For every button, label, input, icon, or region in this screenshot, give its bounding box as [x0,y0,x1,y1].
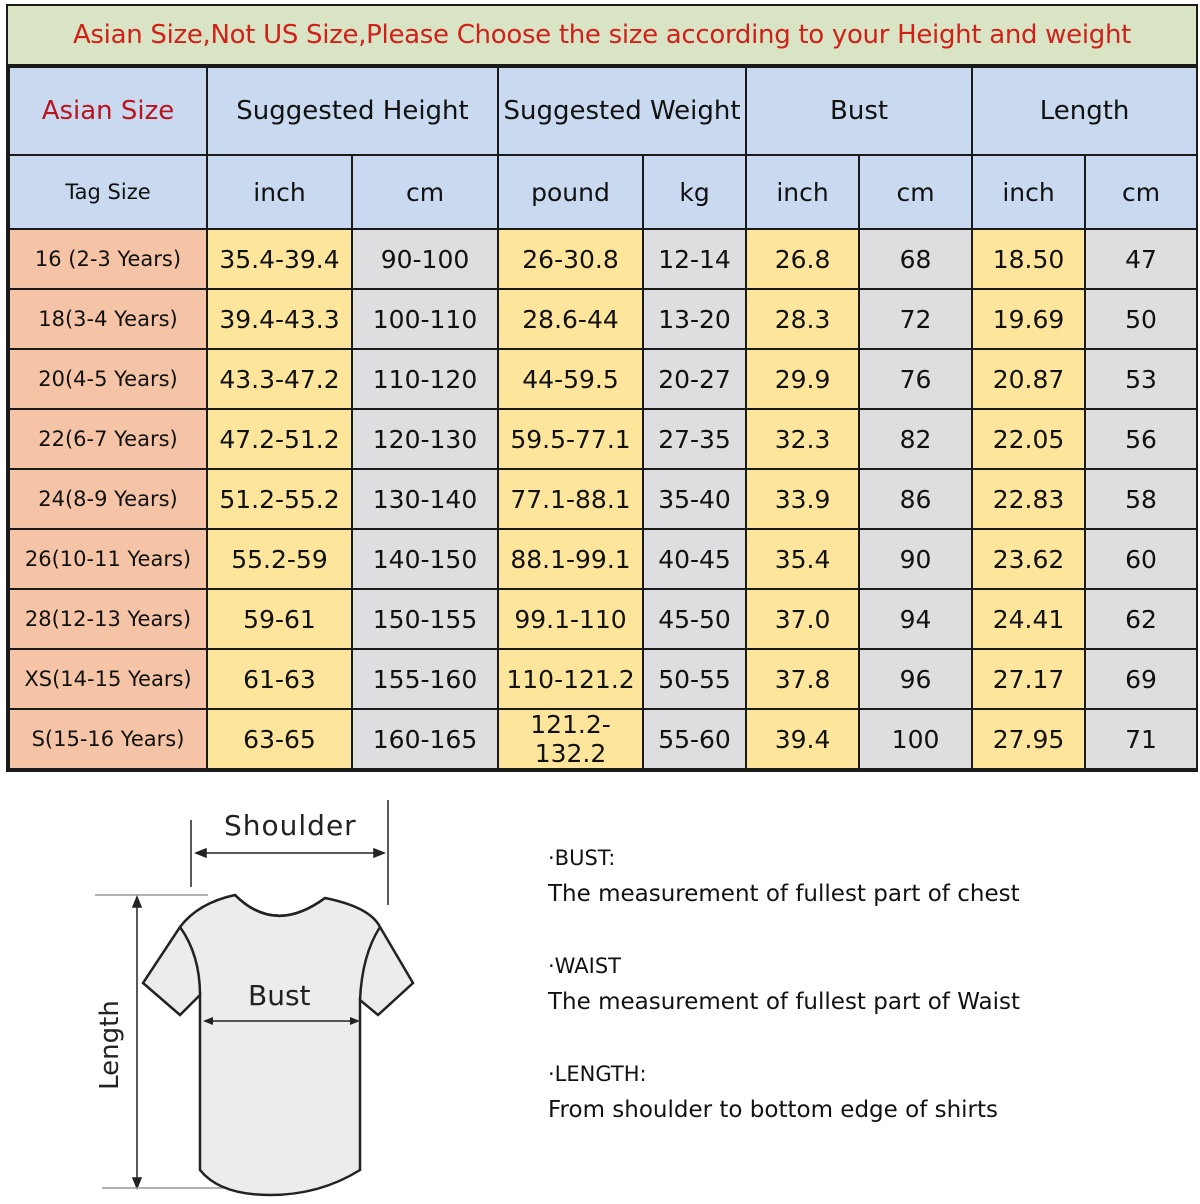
cell-weight-pound: 28.6-44 [498,289,643,349]
cell-height-inch: 61-63 [207,649,352,709]
cell-tag-size: S(15-16 Years) [9,709,207,769]
table-row [9,229,1197,289]
cell-weight-pound: 110-121.2 [498,649,643,709]
cell-weight-kg: 50-55 [643,649,746,709]
cell-length-cm: 69 [1085,649,1197,709]
table-row [9,589,1197,649]
cell-bust-inch: 29.9 [746,349,859,409]
cell-height-inch: 39.4-43.3 [207,289,352,349]
cell-length-inch: 24.41 [972,589,1085,649]
cell-height-cm: 160-165 [352,709,498,769]
cell-length-inch: 27.95 [972,709,1085,769]
cell-bust-inch: 26.8 [746,229,859,289]
header-suggested-height: Suggested Height [207,67,498,155]
table-row [9,469,1197,529]
cell-weight-kg: 55-60 [643,709,746,769]
subheader-length-inch: inch [972,155,1085,229]
cell-weight-kg: 12-14 [643,229,746,289]
cell-height-cm: 155-160 [352,649,498,709]
bust-label: Bust [248,979,311,1012]
note-bust-text: The measurement of fullest part of chest [548,881,1020,907]
cell-tag-size: 16 (2-3 Years) [9,229,207,289]
cell-bust-inch: 37.0 [746,589,859,649]
subheader-weight-kg: kg [643,155,746,229]
cell-weight-kg: 40-45 [643,529,746,589]
cell-weight-pound: 26-30.8 [498,229,643,289]
cell-height-cm: 130-140 [352,469,498,529]
cell-tag-size: 18(3-4 Years) [9,289,207,349]
cell-tag-size: 28(12-13 Years) [9,589,207,649]
cell-bust-cm: 68 [859,229,972,289]
table-row [9,649,1197,709]
table-row [9,409,1197,469]
cell-length-cm: 62 [1085,589,1197,649]
cell-height-cm: 140-150 [352,529,498,589]
subheader-weight-pound: pound [498,155,643,229]
cell-height-inch: 43.3-47.2 [207,349,352,409]
cell-bust-inch: 35.4 [746,529,859,589]
cell-tag-size: 22(6-7 Years) [9,409,207,469]
cell-height-inch: 63-65 [207,709,352,769]
cell-weight-kg: 13-20 [643,289,746,349]
table-row [9,709,1197,769]
cell-height-inch: 35.4-39.4 [207,229,352,289]
cell-height-inch: 47.2-51.2 [207,409,352,469]
note-waist-text: The measurement of fullest part of Waist [548,989,1020,1015]
cell-bust-inch: 28.3 [746,289,859,349]
measurement-notes [548,840,1088,1164]
size-table [8,66,1198,770]
cell-length-inch: 27.17 [972,649,1085,709]
cell-weight-pound: 88.1-99.1 [498,529,643,589]
cell-length-inch: 20.87 [972,349,1085,409]
cell-tag-size: 24(8-9 Years) [9,469,207,529]
header-suggested-weight: Suggested Weight [498,67,746,155]
cell-bust-inch: 37.8 [746,649,859,709]
note-bust-heading: ·BUST: [548,846,616,870]
cell-bust-cm: 82 [859,409,972,469]
cell-length-inch: 22.05 [972,409,1085,469]
cell-tag-size: XS(14-15 Years) [9,649,207,709]
cell-weight-kg: 35-40 [643,469,746,529]
size-chart [6,4,1198,772]
cell-height-inch: 55.2-59 [207,529,352,589]
subheader-bust-cm: cm [859,155,972,229]
cell-weight-pound: 59.5-77.1 [498,409,643,469]
cell-bust-cm: 96 [859,649,972,709]
note-length-heading: ·LENGTH: [548,1062,647,1086]
table-row [9,529,1197,589]
cell-weight-kg: 45-50 [643,589,746,649]
cell-weight-pound: 44-59.5 [498,349,643,409]
cell-bust-inch: 32.3 [746,409,859,469]
cell-tag-size: 20(4-5 Years) [9,349,207,409]
cell-bust-cm: 94 [859,589,972,649]
cell-length-cm: 71 [1085,709,1197,769]
cell-bust-inch: 33.9 [746,469,859,529]
cell-bust-cm: 76 [859,349,972,409]
cell-weight-pound: 121.2-132.2 [498,709,643,769]
cell-length-inch: 23.62 [972,529,1085,589]
header-bust: Bust [746,67,972,155]
cell-length-cm: 47 [1085,229,1197,289]
cell-bust-cm: 86 [859,469,972,529]
cell-length-cm: 60 [1085,529,1197,589]
cell-height-cm: 110-120 [352,349,498,409]
note-waist-heading: ·WAIST [548,954,622,978]
header-asian-size: Asian Size [9,67,207,155]
table-row [9,289,1197,349]
cell-bust-cm: 90 [859,529,972,589]
subheader-height-cm: cm [352,155,498,229]
cell-length-inch: 22.83 [972,469,1085,529]
cell-height-cm: 120-130 [352,409,498,469]
cell-bust-cm: 72 [859,289,972,349]
note-length-text: From shoulder to bottom edge of shirts [548,1097,999,1123]
tshirt-diagram [80,795,440,1200]
cell-length-cm: 56 [1085,409,1197,469]
cell-weight-pound: 99.1-110 [498,589,643,649]
subheader-length-cm: cm [1085,155,1197,229]
subheader-height-inch: inch [207,155,352,229]
header-length: Length [972,67,1197,155]
cell-length-cm: 58 [1085,469,1197,529]
cell-weight-pound: 77.1-88.1 [498,469,643,529]
length-label: Length [95,1000,125,1090]
cell-tag-size: 26(10-11 Years) [9,529,207,589]
cell-length-inch: 18.50 [972,229,1085,289]
cell-bust-inch: 39.4 [746,709,859,769]
cell-weight-kg: 20-27 [643,349,746,409]
cell-height-cm: 150-155 [352,589,498,649]
cell-height-inch: 51.2-55.2 [207,469,352,529]
banner-notice: Asian Size,Not US Size,Please Choose the size according to your Height and weight [8,6,1196,66]
shoulder-label: Shoulder [224,809,357,842]
table-row [9,349,1197,409]
cell-weight-kg: 27-35 [643,409,746,469]
subheader-tag-size: Tag Size [9,155,207,229]
cell-height-cm: 100-110 [352,289,498,349]
cell-height-inch: 59-61 [207,589,352,649]
cell-length-inch: 19.69 [972,289,1085,349]
cell-length-cm: 50 [1085,289,1197,349]
cell-bust-cm: 100 [859,709,972,769]
subheader-bust-inch: inch [746,155,859,229]
cell-length-cm: 53 [1085,349,1197,409]
cell-height-cm: 90-100 [352,229,498,289]
